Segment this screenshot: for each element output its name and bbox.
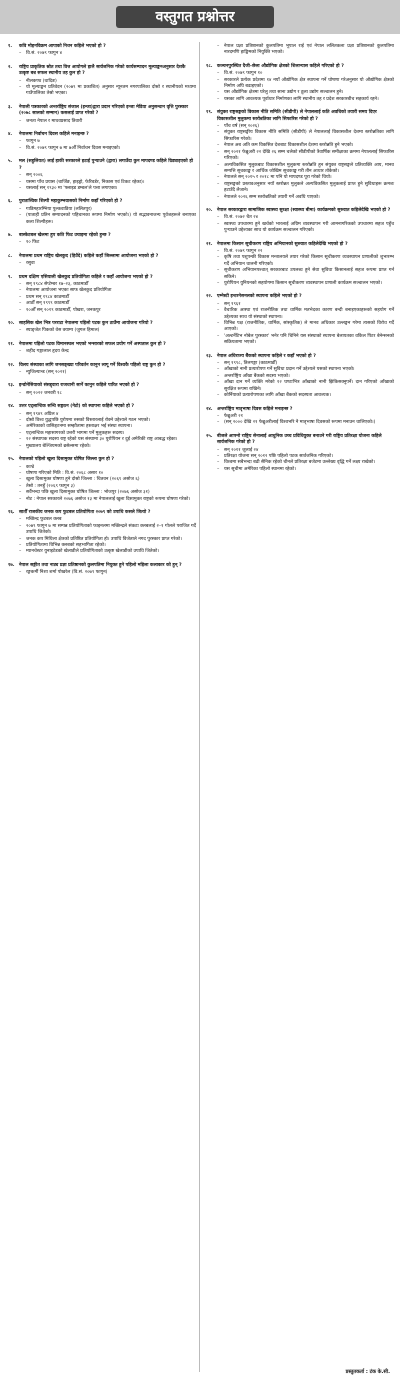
bullet-dash: – <box>19 437 22 443</box>
bullet-dash: – <box>19 490 22 496</box>
answer-text: संयुक्त राष्ट्रसङ्घीय विकास नीति समिति (सीडीपी) ले नेपाललाई विकासशील देशमा स्तरोन्नतिका लागि सिफारिस गरेको। <box>224 130 394 142</box>
question-body <box>19 510 196 556</box>
answer-text: सूचीकरण अभियानपश्चात् सरकारबाट उपलब्ध हुने सेवा सुविधा किसानलाई सहज रूपमा प्राप्त गर्न सकिने। <box>224 268 394 280</box>
bullet-dash: – <box>19 536 22 542</box>
answer-text: नीलकण्ठ (धादिङ) <box>26 78 57 84</box>
answer-line <box>217 195 394 201</box>
answer-text: कोर्नियाको प्रत्यारोपणका लागि आँखा बैंकको सदस्यता आवश्यक। <box>224 393 331 399</box>
question-number: ८. <box>8 253 13 259</box>
question-number: १७. <box>8 562 15 568</box>
answer-line <box>217 150 394 163</box>
question-item <box>8 199 196 226</box>
bullet-dash: – <box>217 71 220 77</box>
answer-line <box>19 213 196 226</box>
answer-text: घोषणा गरिएको मिति : वि.सं. २०६८ असार १० <box>26 470 104 476</box>
answer-line <box>217 255 394 268</box>
bullet-dash: – <box>19 390 22 396</box>
answer-line <box>217 182 394 195</box>
answer-text: गाडिमहारम्भिया पुल्कवाडिया (ललितपुर) <box>26 206 92 212</box>
answer-text: वैचारिक आस्था एवं राजनीतिक तथा धार्मिक मतभेदका कारण बन्दी बनाइएकाहरूको सहयोग गर्ने उद्देश्यका साथ यो संस्थाको स्थापना। <box>224 308 394 320</box>
header-bar <box>0 0 400 34</box>
bullet-dash: – <box>217 175 220 181</box>
answer-text: सन् २०२२ जनवरी १८ <box>26 390 62 396</box>
question-number: १०. <box>8 321 15 326</box>
answer-line <box>217 334 394 347</box>
question-number: १९. <box>206 110 213 116</box>
answer-text: वि.सं. २०७९ फागुन ४ <box>26 51 62 57</box>
bullet-dash: – <box>19 307 22 313</box>
question-number: २१. <box>206 241 213 247</box>
bullet-dash: – <box>217 248 220 254</box>
bullet-dash: – <box>19 261 22 267</box>
question-item <box>8 44 196 58</box>
question-number: १५. <box>8 457 15 463</box>
bullet-dash: – <box>217 162 220 168</box>
bullet-dash: – <box>217 380 220 386</box>
answer-text: (पाताही प्रतिन सम्पादनको पहिचानका रूपमा निर्माण भएको।) यो सद्भावनाजन्य पूर्वजहरूले बनाएका कला शिल्पीहरू। <box>26 213 196 225</box>
bullet-dash: – <box>19 85 22 91</box>
answer-line <box>19 186 196 192</box>
question-item <box>8 342 196 356</box>
question-body <box>217 44 394 57</box>
question-body <box>19 105 196 125</box>
bullet-dash: – <box>19 370 22 376</box>
answer-line <box>217 380 394 393</box>
answer-text: वि.सं. २०७२ चैत २४ <box>224 215 259 221</box>
answer-text: मच्छिन्द्र फुटबल क्लब <box>26 517 62 523</box>
bullet-dash: – <box>19 213 22 219</box>
bullet-dash: – <box>19 542 22 548</box>
answer-line <box>217 308 394 321</box>
question-body <box>217 64 394 103</box>
question-item <box>8 510 196 556</box>
bullet-dash: – <box>19 179 22 185</box>
question-item <box>206 44 394 57</box>
answer-text: आँखा दान गर्ने व्यक्ति मरेको १२ घण्टाभित्र आँखाको नानी झिकिसक्नुपर्ने। दान गरिएको आँखाको सुरक्षित रूपमा राखिने। <box>224 380 394 392</box>
bullet-dash: – <box>19 483 22 489</box>
answer-line <box>19 328 196 334</box>
question-text: बीजले आफ्नो राष्ट्रिय सेनालाई आधुनिक उच्च प्रविधियुक्त बनाउने गरी राष्ट्रिय प्रतिरक्षा योजना कहिले सार्वजनिक गरेको हो ? <box>217 433 382 446</box>
answer-line <box>217 130 394 143</box>
bullet-dash: – <box>217 255 220 261</box>
question-item <box>8 159 196 192</box>
question-text: पुरातात्त्विक शिल्पी महाकुम्भवासको निर्माण कहाँ गरिएको हो ? <box>19 199 123 205</box>
question-text: एम्नेस्टी इन्टरनेसनलको स्थापना कहिले भएको हो ? <box>217 294 302 300</box>
bullet-dash: – <box>19 78 22 84</box>
question-item <box>206 110 394 201</box>
bullet-dash: – <box>217 77 220 83</box>
question-number: १३. <box>8 383 15 389</box>
question-text: अन्तर्राष्ट्रिय मातृभाषा दिवस कहिले मनाइन्छ ? <box>217 406 293 412</box>
answer-text: शहीद गङ्गालाल हृदय केन्द्र <box>26 349 69 355</box>
question-text: इन्डोनेसियाको संसद्द्वारा राजधानी सार्ने कानुन कहिले पारित भएको हो ? <box>19 383 140 389</box>
question-body <box>217 407 394 427</box>
question-number: २५. <box>206 433 213 439</box>
bullet-dash: – <box>19 496 22 502</box>
bullet-dash: – <box>217 466 220 472</box>
bullet-dash: – <box>217 420 220 426</box>
answer-line <box>19 497 196 503</box>
bullet-dash: – <box>217 215 220 221</box>
question-body <box>19 65 196 98</box>
question-body <box>217 208 394 235</box>
question-number: ६. <box>8 199 13 205</box>
answer-line <box>19 85 196 98</box>
question-item <box>8 363 196 377</box>
bullet-dash: – <box>19 570 22 576</box>
bullet-dash: – <box>19 301 22 307</box>
question-text: नेपाल सङ्गीत तथा नाट्य प्रज्ञा प्रतिष्ठानको कुलपतिमा नियुक्त हुने पहिलो महिला कलाकार को हुन् ? <box>19 562 182 568</box>
question-number: २२. <box>206 294 213 300</box>
answer-text: रङ्गकर्मी निशा शर्मा पोखरेल (वि.सं. २०७९ फागुन) <box>26 570 108 576</box>
bullet-dash: – <box>217 268 220 274</box>
answer-line <box>19 308 196 314</box>
bullet-dash: – <box>19 145 22 151</box>
answer-line <box>217 268 394 281</box>
bullet-dash: – <box>19 288 22 294</box>
question-body <box>19 159 196 192</box>
question-item <box>206 407 394 427</box>
question-item <box>8 321 196 335</box>
bullet-dash: – <box>217 90 220 96</box>
answer-text: प्रतियोगितामा विभिन्न क्लबको सहभागिता रहेको। <box>26 542 106 548</box>
column-divider <box>199 42 200 1372</box>
answer-text: प्रथम सन् १९८४ काठमाडौँ <box>26 294 69 300</box>
bullet-dash: – <box>19 328 22 334</box>
question-item <box>8 254 196 268</box>
bullet-dash: – <box>217 453 220 459</box>
question-text: बास्केटबल खेलमा हुप कति फिट उचाइमा रहेको हुन्छ ? <box>19 232 111 238</box>
question-text: संयुक्त राष्ट्रसङ्घको विकास नीति समिति (सीडीपी) ले नेपाललाई कति अवधिको तयारी समय दिएर विकासशील मुलुकमा स्तरोन्नतिका लागि सिफारिस गरेको हो ? <box>217 110 377 122</box>
answer-text: स्वास्थ्य उपचारमा हुने खर्चको भारलाई अग्रिम व्यवस्थापन गरी आमनागरिकको उपचारमा सहज पहुँच पुर्‍याउने उद्देश्यका साथ यो कार्यक्रम सञ्चालन गरिएको। <box>224 221 394 234</box>
question-text: नेपालको पहिलो खुला दिसामुक्त घोषित जिल्ला कुन हो ? <box>19 457 115 463</box>
question-text: कवि मोहनविक्रम आपाको निधन कहिले भएको हो ? <box>19 44 106 49</box>
bullet-dash: – <box>19 523 22 529</box>
bullet-dash: – <box>217 96 220 102</box>
bullet-dash: – <box>217 44 220 49</box>
bullet-dash: – <box>217 130 220 136</box>
answer-text: मुख्यालय बेल्जियमको ब्रसेल्समा रहेको। <box>26 443 91 449</box>
question-text: सातौँ राजकीय जनक कप फुटबल प्रतियोगिता २०७९ को उपाधि कसले जित्यो ? <box>19 509 151 515</box>
answer-text: रसुवा <box>26 261 35 267</box>
question-body <box>19 321 196 335</box>
credit-line: प्रस्तुतकर्ता : टंक के.सी. <box>345 1369 390 1375</box>
answer-line <box>217 163 394 176</box>
answer-line <box>19 391 196 397</box>
answer-text: सन् २००६ <box>26 173 43 179</box>
question-text: नेपालमा निर्वाचन दिवस कहिले मनाइन्छ ? <box>19 132 89 138</box>
bullet-dash: – <box>19 139 22 145</box>
question-text: नेपाल अधिराज्य बैंकको स्थापना कहिले र कहाँ भएको हो ? <box>217 353 316 359</box>
answer-line <box>19 349 196 355</box>
question-item <box>8 383 196 397</box>
question-item <box>8 563 196 577</box>
question-item <box>8 65 196 98</box>
bullet-dash: – <box>217 333 220 339</box>
question-item <box>8 275 196 314</box>
left-column <box>8 44 196 577</box>
answer-text: म्यानचेस्टर युनाइटेडको खेलाडीले प्रतियोगिताको उत्कृष्ट खेलाडीको उपाधि जितेको। <box>26 549 159 555</box>
answer-text: २०७९ फागुन ७ मा सम्पन्न प्रतियोगिताको फाइनलमा मच्छिन्द्रले संकटा क्लबलाई २–१ गोलले पराजित गर्दै उपाधि जितेको। <box>26 523 196 536</box>
question-number: ११. <box>8 341 15 347</box>
bullet-dash: – <box>217 447 220 453</box>
answer-line <box>19 146 196 152</box>
answer-text: प्रतिरक्षा योजना सन् २०१२ पछि पहिलो पटक सार्वजनिक गरिएको। <box>224 453 333 459</box>
answer-text: आँखाको नानी प्रत्यारोपण गर्ने सुविधा प्रदान गर्ने उद्देश्यले यसको स्थापना भएको। <box>224 367 355 373</box>
question-text: नेपालमा प्रथम राष्ट्रिय खेलकुद (हिउँदे) कहिले कहाँ जिल्लामा आयोजना भएको हो ? <box>19 253 159 259</box>
answer-text: नेपालले सन् २०१५ र २०१८ मा पनि यो मापदण्ड पूरा गरेको थियो। <box>224 175 332 181</box>
bullet-dash: – <box>19 206 22 212</box>
answer-text: यो मूल्याङ्कन प्रतिवेदन (२०७९ मा प्रकाशित) अनुसार न्यूनतम नगरपालिका दोस्रो र स्थानीयको मध्यमा गाउँपालिका तेस्रो भएका। <box>26 85 196 97</box>
answer-text: नेपालले २०२६ सम्म स्तरोन्नतिको तयारी गर्ने अवधि पाएको। <box>224 194 320 200</box>
answer-text: नेपाल अब अति कम विकसित देशबाट विकासशील देशमा स्तरोन्नति हुने भएको। <box>224 143 354 149</box>
answer-text: सन् १९८४ सेप्टेम्बर १७–२३, काठमाडौँ <box>26 281 89 287</box>
answer-text: १२ संस्थापक सदस्य राष्ट्र रहेको यस संस्थामा ३० युरोपियन र दुई अमेरिकी राष्ट्र आबद्ध रहेका। <box>26 437 178 443</box>
question-text: नेपाल सरकारद्वारा सामाजिक स्वास्थ्य सुरक्षा (स्वास्थ्य बीमा) कार्यक्रमको सुरुवात कहिलेदेखि भएको हो ? <box>217 207 391 213</box>
answer-text: अन्तर्राष्ट्रिय आँखा बैंकको सदस्य भएको। <box>224 373 290 379</box>
answer-text: सरकारले प्रत्येक प्रदेशमा १४ नयाँ औद्योगिक क्षेत्र स्थापना गर्ने घोषणा गरेअनुसार यो औद्योगिक क्षेत्रको निर्माण अघि बढाइएको। <box>224 77 394 90</box>
answer-text: युरोपियन युनियनको सहयोगमा किसान सूचीकरण व्यवस्थापन प्रणाली कार्यक्रम सञ्चालन भएको। <box>224 281 382 286</box>
answer-text: पाँच वर्ष (सन् २०२६) <box>224 124 260 130</box>
question-number: १६. <box>8 509 15 515</box>
answer-text: नोट : नेपाल सरकारले २०७६ असोज १३ मा नेपाललाई खुला दिसामुक्त राष्ट्रको रूपमा घोषणा गरेको। <box>26 496 191 502</box>
question-body <box>217 242 394 288</box>
bullet-dash: – <box>19 411 22 417</box>
question-text: राष्ट्रिय प्राकृतिक स्रोत तथा वित्त आयोगले हालै सार्वजनिक गरेको कार्यसम्पादन मूल्याङ्कनअनुसार देशकै उत्कृष्ट बन्न सफल स्थानीय तह कुन हो ? <box>19 64 186 77</box>
question-item <box>206 434 394 473</box>
question-body <box>19 132 196 152</box>
answer-text: जनता नेपाल र माधवप्रसाद तिवारी <box>26 118 83 124</box>
question-text: साहसिक खेल भित्र परराटा नेपालमा पहिलो पटक कुन ठाउँमा आयोजना गरियो ? <box>19 321 153 326</box>
answer-text: नेपाल प्रज्ञा प्रतिष्ठानको कुलपतिमा भूपाल राई एवं नेपाल ललितकला प्रज्ञा प्रतिष्ठानको कुलपतिमा नारदमणि हाङ्खिमको नियुक्ति भएको। <box>224 44 394 56</box>
bullet-dash: – <box>19 430 22 436</box>
answer-text: सर्वैभन्दा पछि खुला दिसामुक्त घोषित जिल्ला : भोजपुर (२०७६ असोज ३१) <box>26 490 150 496</box>
answer-text: स्याङ्जेत पिककाे वेस क्याम्प (जुगल हिमाल) <box>26 328 100 334</box>
question-body <box>217 354 394 400</box>
answer-text: विभिन्न पक्ष (राजनीतिक, धार्मिक, सांस्कृतिक) ले मानव अधिकार उल्लङ्घन गरेमा त्यसको विरोध गर्दै आएको। <box>224 321 394 333</box>
bullet-dash: – <box>217 149 220 155</box>
question-number: १४. <box>8 404 15 410</box>
answer-line <box>19 444 196 450</box>
answer-text: फेब्रुअरी २१ <box>224 413 243 419</box>
bullet-dash: – <box>19 349 22 355</box>
answer-text: विश्वमा सबैभन्दा बढी सैनिक रहेको चीनले प्रतिरक्षा बजेटमा उल्लेख्य वृद्धि गर्ने लक्ष्य राखेको। <box>224 460 376 466</box>
bullet-dash: – <box>19 443 22 449</box>
bullet-dash: – <box>217 393 220 399</box>
question-number: २४. <box>206 406 213 412</box>
answer-text: कृषि तथा पशुपन्छी विकास मन्त्रालयले तयार गरेको किसान सूचीकरण व्यवस्थापन प्रणालीको शुभारम्भ गर्दै अभियान थालनी गरिएको। <box>224 255 394 267</box>
answer-text: 'अल्टर्नेटिभ नोबेल पुरस्कार' भनेर पनि चिनिने यस संस्थाको स्थापना बेलायतका वकिल पिटर बेनेन्सनको सक्रियतामा भएको। <box>224 333 394 346</box>
bullet-dash: – <box>217 143 220 149</box>
bullet-dash: – <box>217 413 220 419</box>
answer-line <box>217 281 394 287</box>
answer-text: सन् १९९८, तिलगङ्गा (काठमाडौँ) <box>224 361 278 367</box>
question-item <box>8 132 196 152</box>
answer-text: सन् १९६१ <box>224 301 241 307</box>
bullet-dash: – <box>19 51 22 57</box>
question-body <box>19 383 196 397</box>
bullet-dash: – <box>19 185 22 191</box>
bullet-dash: – <box>217 361 220 367</box>
question-body <box>217 110 394 201</box>
answer-text: राष्ट्रसङ्घको प्रस्तावअनुसार नयाँ स्तरोन्नत मुलुकले अल्पविकसित मुलुकलाई प्राप्त हुने सुविधाहरू क्रमशः हटाउँदै लैजाने। <box>224 181 394 194</box>
answer-text: तेस्रो : तनहुँ (२०६९ फागुन ३) <box>26 483 75 489</box>
answer-line <box>19 549 196 555</box>
answer-line <box>19 524 196 537</box>
answer-text: न्युजिल्यान्ड (सन् २०२१) <box>26 370 67 376</box>
answer-text: नेपालमा आयोजना भएका साफ खेलकुद प्रतियोगिता <box>26 288 112 294</box>
bullet-dash: – <box>217 124 220 130</box>
question-text: नेपालमा किसान सूचीकरण राष्ट्रिय अभियानको सुरुवात कहिलेदेखि भएको हो ? <box>217 241 348 247</box>
answer-text: वि.सं. २०७९ फागुन ७ मा ७औँ निर्वाचन दिवस मनाइएको। <box>26 145 121 151</box>
bullet-dash: – <box>19 549 22 555</box>
question-text: प्रथम दक्षिण एसियाली खेलकुद प्रतियोगिता कहिले र कहाँ आयोजना भएको हो ? <box>19 274 153 280</box>
answer-line <box>19 119 196 125</box>
answer-text: दोस्रो विश्व युद्धपछि युरोपमा रुसको विस्तारलाई रोक्ने उद्देश्यले गठन भएको। <box>26 418 150 424</box>
question-number: २. <box>8 64 13 70</box>
question-body <box>19 199 196 226</box>
question-text: उत्तर एट्लान्टिक सन्धि सङ्गठन (नेटो) को स्थापना कहिले भएको हो ? <box>19 404 135 410</box>
bullet-dash: – <box>217 301 220 307</box>
question-body <box>217 294 394 346</box>
answer-text: यसका लागि आवश्यक पूर्वाधार निर्माणका लागि स्थानीय तह र प्रदेश सरकारबीच सहकार्य रहने। <box>224 96 379 102</box>
question-body <box>217 434 394 473</box>
question-number: २३. <box>206 353 213 359</box>
answer-text: १० फिट <box>26 240 40 246</box>
answer-text: यस सूचीमा अमेरिका पहिलो स्थानमा रहेको। <box>224 466 296 472</box>
answer-line <box>217 44 394 57</box>
question-text: नेपाली पत्रकारको अन्तर्राष्ट्रिय संजाल (इन्जा)द्वारा प्रदान गरिएको इन्जा मेडिया अनुसन्धान वृत्ति पुरस्कार (२०७८ सालको सम्मान) कसलाई प्राप्त गरेको ? <box>19 104 188 117</box>
question-number: ५. <box>8 159 13 165</box>
bullet-dash: – <box>217 281 220 286</box>
answer-text: अमेरिकाको वासिङ्टनमा सम्झौतामा हस्ताक्षर भई संस्था स्थापना। <box>26 424 132 430</box>
answer-text: काभ्रे <box>26 464 34 470</box>
answer-line <box>19 240 196 246</box>
question-text: नेपालमा पहिलो पटक विमानस्थल भएको भन्सारको सफल प्रयोग गर्ने अस्पताल कुन हो ? <box>19 341 166 347</box>
bullet-dash: – <box>217 308 220 314</box>
answer-line <box>217 467 394 473</box>
question-text: कञ्चनपुरस्थित दैजी–छेला औद्योगिक क्षेत्रको शिलान्यास कहिले गरिएको हो ? <box>217 63 344 69</box>
question-body <box>19 457 196 503</box>
page-title: वस्तुगत प्रश्नोत्तर <box>116 6 274 28</box>
question-number: ३. <box>8 104 13 110</box>
answer-text: फागुन ७ <box>26 139 40 145</box>
answer-line <box>217 420 394 426</box>
answer-text: सन् २०२१ फेब्रुअरी २२ देखि २६ सम्म चलेको सीडीपीको त्रैवार्षिक समीक्षाका क्रममा नेपाललाई सिफारिस गरिएको। <box>224 149 394 162</box>
answer-text: वि.सं. २०७९ फागुन २२ <box>224 248 263 254</box>
question-item <box>206 354 394 400</box>
answer-line <box>19 570 196 576</box>
question-item <box>206 208 394 235</box>
answer-line <box>217 222 394 235</box>
question-number <box>206 44 217 57</box>
bullet-dash: – <box>217 194 220 200</box>
bullet-dash: – <box>19 118 22 124</box>
bullet-dash: – <box>217 221 220 227</box>
question-item <box>8 105 196 125</box>
bullet-dash: – <box>217 367 220 373</box>
bullet-dash: – <box>19 464 22 470</box>
answer-text: जनक कप मिथिला क्षेत्रको प्रतिष्ठित प्रतियोगिता हो। उपाधि विजेताले नगद पुरस्कार प्राप्त गरेको। <box>26 536 182 542</box>
question-item <box>8 457 196 503</box>
bullet-dash: – <box>19 477 22 483</box>
answer-line <box>217 321 394 334</box>
answer-text: यसलाई सन् १९३० मा 'फ्लाइड डम्बल'ले पत्ता लगाएका। <box>26 185 118 191</box>
question-body <box>19 363 196 377</box>
answer-text: सन् १९४९ अप्रिल ४ <box>26 411 59 417</box>
question-item <box>8 404 196 450</box>
question-body <box>19 563 196 577</box>
question-number: ९. <box>8 274 13 280</box>
bullet-dash: – <box>19 173 22 179</box>
bullet-dash: – <box>19 240 22 246</box>
bullet-dash: – <box>217 321 220 327</box>
answer-text: (सन् २००० देखि २१ फेब्रुअरीलाई विश्वभरि नै मातृभाषा दिवसको रूपमा मनाउन थालिएको।) <box>224 420 376 426</box>
question-number: २०. <box>206 207 213 213</box>
question-body <box>19 404 196 450</box>
question-body <box>19 254 196 268</box>
answer-line <box>19 261 196 267</box>
answer-text: एट्लान्टिक महासागरको उत्तरी भागमा पर्ने मुलुकहरू सदस्य। <box>26 430 125 436</box>
bullet-dash: – <box>217 373 220 379</box>
answer-text: आठौँ सन् १९९९ काठमाडौँ <box>26 301 70 307</box>
answer-text: खुला दिसामुक्त घोषणा हुने दोस्रो जिल्ला : चितवन (२०६९ असोज ६) <box>26 477 140 483</box>
question-number: ४. <box>8 132 13 138</box>
answer-text: अल्पविकसित मुलुकबाट विकासशील मुलुकमा स्तरोन्नति हुन संयुक्त राष्ट्रसङ्घले प्रतिव्यक्ति आय, मानव सम्पत्ति सूचकाङ्क र आर्थिक जोखिम सूचकाङ्क गरी तीन आधार तोकेको। <box>224 162 394 174</box>
bullet-dash: – <box>217 460 220 466</box>
bullet-dash: – <box>19 424 22 430</box>
question-body <box>19 233 196 247</box>
bullet-dash: – <box>19 281 22 287</box>
bullet-dash: – <box>19 517 22 523</box>
bullet-dash: – <box>217 181 220 187</box>
question-body <box>19 342 196 356</box>
answer-text: यस औद्योगिक क्षेत्रमा घरेलु तथा साना उद्योग र ठूला उद्योग सञ्चालन हुने। <box>224 90 344 96</box>
answer-line <box>19 370 196 376</box>
answer-text: १०औँ सन् २०१९ काठमाडौँ, पोखरा, जनकपुर <box>26 307 101 313</box>
bullet-dash: – <box>19 418 22 424</box>
answer-text: यसमा पाँच प्रयास (चार्जिङ, हाइड्रो, फेरिवर्डर, निकास एवं टिकट रहेका)। <box>26 179 145 185</box>
question-item <box>8 233 196 247</box>
question-number: १२. <box>8 362 15 368</box>
answer-line <box>19 51 196 57</box>
question-item <box>206 242 394 288</box>
right-column <box>206 44 394 473</box>
question-number: १८. <box>206 63 213 69</box>
question-text: विलय संस्थाका लागि जनसङ्ख्या परिवर्तन कानुन लागू गर्ने विश्वकै पहिलो राष्ट्र कुन हो ? <box>19 362 166 368</box>
answer-line <box>217 393 394 399</box>
question-text: मल (सहुलियत) लाई हाकी सरकारले हटाई पुर्‍याउने (द्वारा) लगाउँदा कुन मापदण्ड कहिले ग्रिड्याइएको हो ? <box>19 159 193 171</box>
answer-line <box>217 78 394 91</box>
question-item <box>206 64 394 103</box>
answer-line <box>217 97 394 103</box>
bullet-dash: – <box>19 294 22 300</box>
bullet-dash: – <box>19 470 22 476</box>
answer-text: वि.सं. २०७९ फागुन १० <box>224 71 263 77</box>
answer-text: सन् २०११ जुलाई २४ <box>224 447 259 453</box>
question-body <box>19 275 196 314</box>
question-number: १. <box>8 44 13 49</box>
question-number: ७. <box>8 232 13 238</box>
question-body <box>19 44 196 58</box>
question-item <box>206 294 394 346</box>
